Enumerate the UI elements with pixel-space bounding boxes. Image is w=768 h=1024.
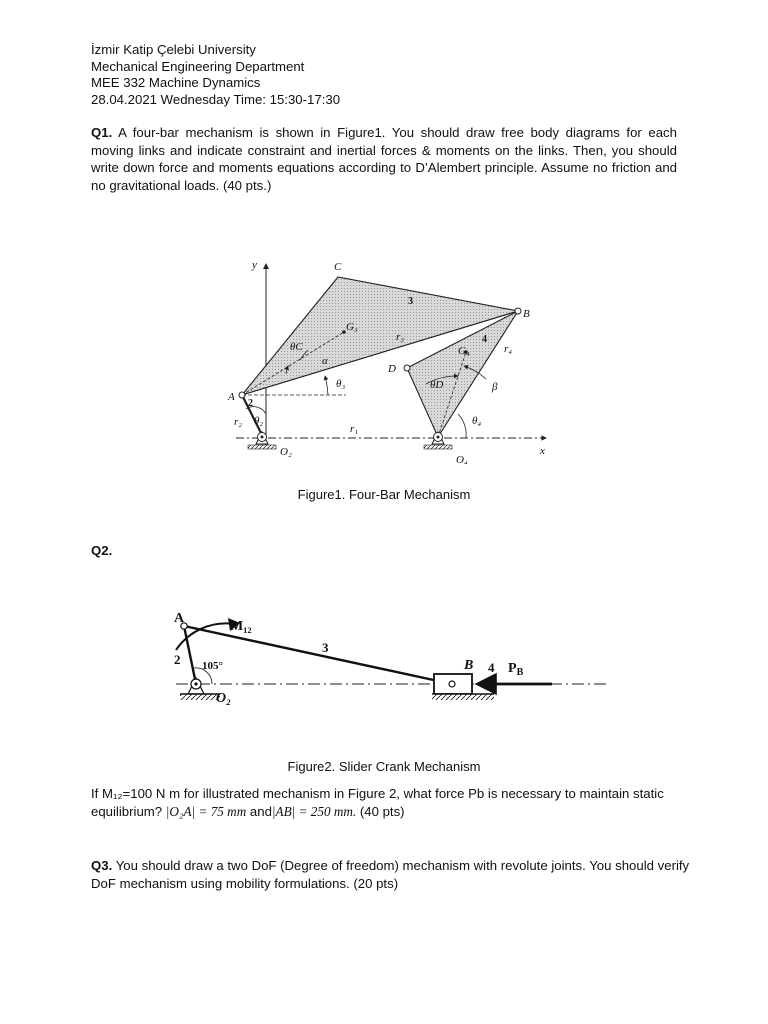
label-link-3: 3 [408, 296, 413, 307]
label-theta4: θ₄ [472, 415, 482, 427]
question-1 [91, 124, 677, 194]
label-a: A [174, 611, 185, 626]
question-2-label: Q2. [91, 543, 113, 558]
theta4-arc [458, 414, 466, 438]
label-g3: G₃ [346, 321, 358, 333]
exam-date-time: 28.04.2021 Wednesday Time: 15:30-17:30 [91, 91, 341, 107]
ground-pivot-o2 [248, 432, 276, 449]
label-pb: $P_B$ [508, 661, 524, 678]
figure-2-caption: Figure2. Slider Crank Mechanism [287, 759, 481, 774]
label-g4: G₄ [458, 345, 470, 357]
joint-a [239, 392, 245, 398]
label-thetad: θD [430, 379, 444, 391]
question-2-points: (40 pts) [356, 803, 405, 819]
label-r4: r₄ [504, 343, 513, 355]
label-beta: β [492, 381, 498, 393]
question-2-prompt: If M₁₂=100 N m for illustrated mechanism in Figure 2, what force Pb is necessary to maintain static equilibrium? [91, 786, 664, 819]
label-d: D [388, 363, 396, 375]
label-y: y [252, 259, 257, 271]
label-link-2: 2 [248, 398, 253, 409]
slider-link-4 [432, 674, 494, 700]
label-theta2: θ₂ [254, 415, 264, 427]
label-link-3: 3 [322, 640, 329, 655]
label-o2: O₂ [280, 446, 292, 458]
label-a: A [228, 391, 235, 403]
document-header [91, 42, 340, 108]
ground-pivot-o4 [424, 432, 452, 449]
label-theta3: θ₃ [336, 378, 346, 390]
question-3-label: Q3. [91, 858, 113, 873]
figure-1-caption: Figure1. Four-Bar Mechanism [297, 487, 471, 502]
joint-b [515, 308, 521, 314]
label-link-4: 4 [482, 334, 487, 345]
label-x: x [540, 445, 545, 457]
department-name: Mechanical Engineering Department [91, 58, 305, 74]
ground-pivot-o2 [180, 678, 220, 700]
point-d [404, 365, 410, 371]
label-b: B [464, 658, 474, 673]
question-3 [91, 857, 691, 892]
connecting-rod-link-3 [184, 626, 452, 684]
question-3-text: You should draw a two DoF (Degree of freedom) mechanism with revolute joints. You should verify DoF mechanism using mobility formulations. (20 pts) [91, 858, 690, 891]
question-2-text [91, 785, 691, 820]
theta3-arc [325, 376, 328, 395]
university-name: İzmir Katip Çelebi University [91, 42, 256, 57]
label-alpha: α [322, 355, 328, 367]
course-name: MEE 332 Machine Dynamics [91, 75, 261, 91]
label-o2: O₂ [216, 691, 231, 706]
ab-equation: |AB| = 250 mm. [271, 803, 357, 819]
label-r1: r₁ [350, 423, 359, 435]
joint-b [449, 681, 455, 687]
figure-2-slider-crank-diagram [170, 606, 610, 716]
question-1-text: A four-bar mechanism is shown in Figure1. You should draw free body diagrams for each moving links and indicate constraint and inertial forces & moments on the links. Then, you should write down force and moments equations according to D’Alembert principle. Assume no friction and no gravitational loads. (40 pts.) [91, 125, 677, 193]
label-r2: r₂ [234, 416, 243, 428]
label-angle: 105° [202, 660, 223, 672]
label-link-4: 4 [488, 660, 495, 675]
label-c: C [334, 261, 342, 273]
o2a-equation: |O₂A| = 75 mm [165, 803, 247, 819]
label-b: B [523, 308, 530, 320]
figure-1-four-bar-diagram [226, 254, 556, 464]
question-1-label: Q1. [91, 125, 113, 140]
and-word: and [246, 803, 272, 819]
label-o4: O₄ [456, 454, 468, 464]
label-thetac: θC [290, 341, 303, 353]
label-link-2: 2 [174, 652, 181, 667]
label-r3: r₃ [396, 331, 405, 343]
label-m12: M₁₂ [230, 619, 252, 634]
